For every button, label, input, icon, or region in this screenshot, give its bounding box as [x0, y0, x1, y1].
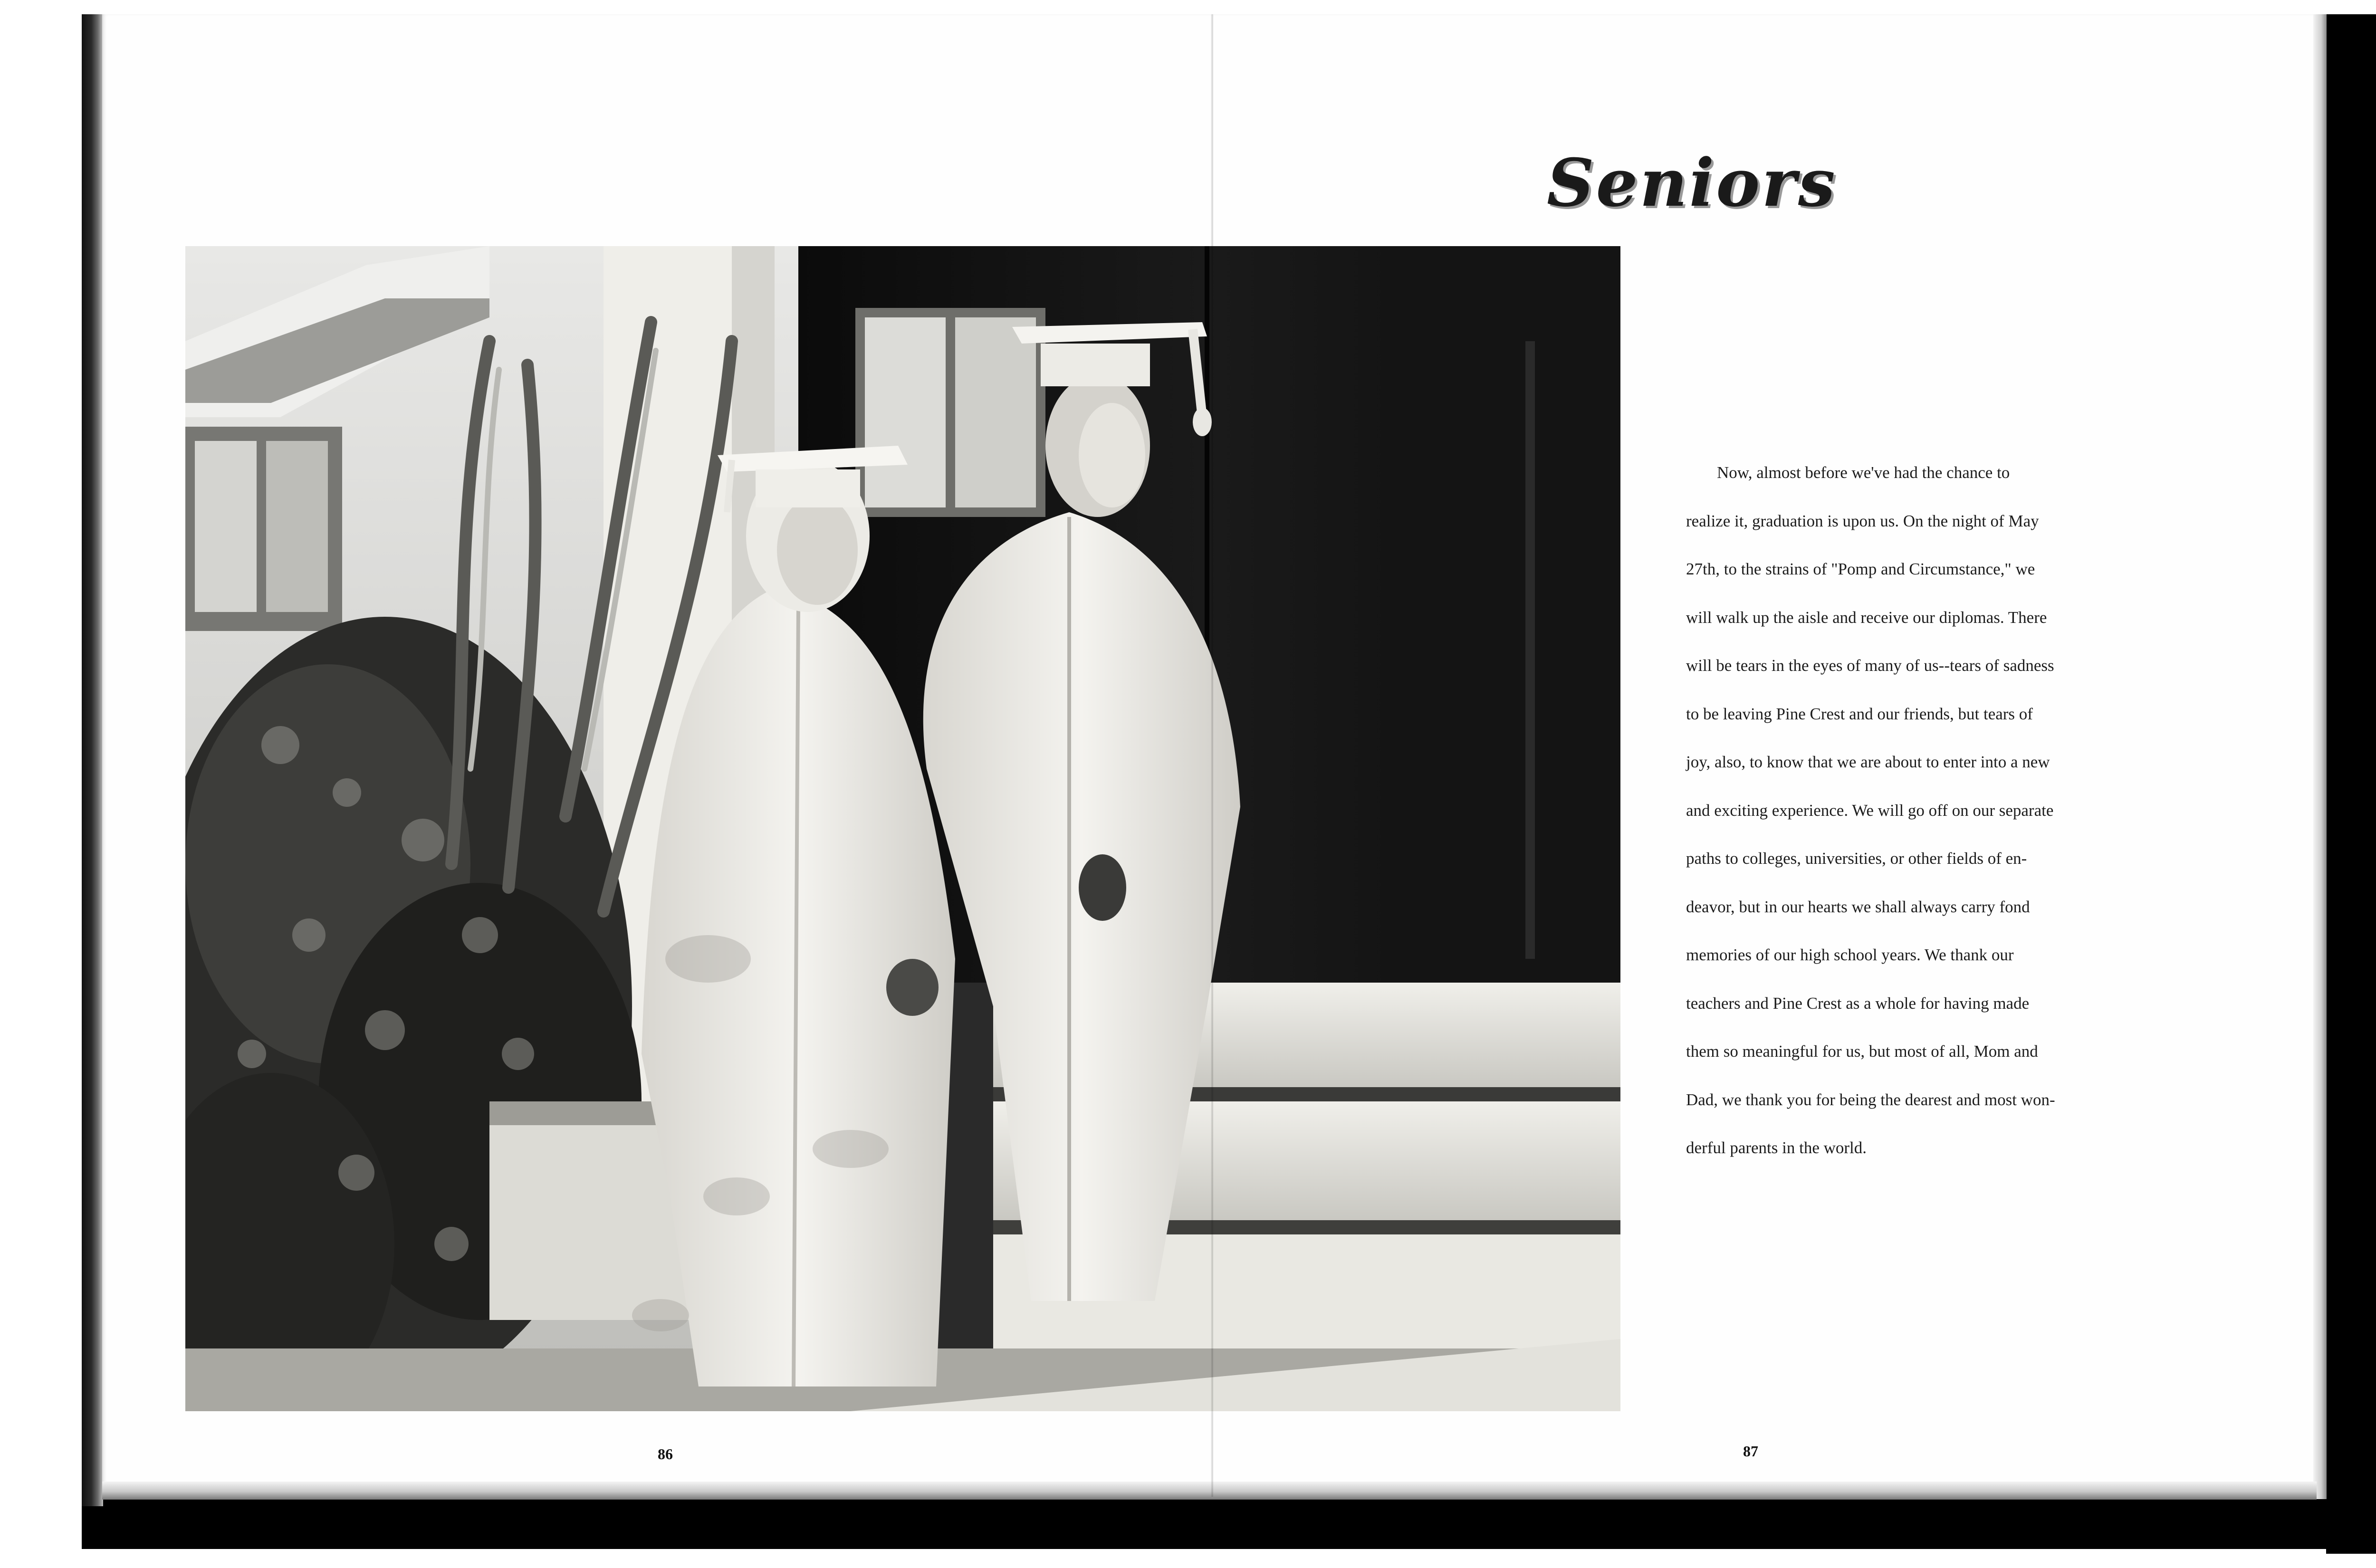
page-number-left: 86 — [658, 1445, 673, 1463]
paragraph-line: Dad, we thank you for being the dearest and most won- — [1686, 1090, 2055, 1109]
paragraph-line: joy, also, to know that we are about to enter into a new — [1686, 753, 2050, 771]
paragraph-line: memories of our high school years. We thank our — [1686, 946, 2014, 964]
paragraph-line: realize it, graduation is upon us. On the night of May — [1686, 511, 2039, 530]
paragraph-line: 27th, to the strains of "Pomp and Circumstance," we — [1686, 560, 2035, 578]
page-number-right: 87 — [1743, 1443, 1758, 1460]
scanner-right-border — [2326, 14, 2376, 1554]
book-left-cover-edge — [82, 14, 103, 1506]
paragraph-line: deavor, but in our hearts we shall always carry fond — [1686, 897, 2030, 916]
scanner-bottom-border — [82, 1497, 2376, 1549]
book-gutter — [1211, 14, 1214, 1497]
paragraph-line: Now, almost before we've had the chance to — [1717, 463, 2010, 482]
scan-top-margin — [0, 0, 2376, 14]
paragraph-line: teachers and Pine Crest as a whole for having made — [1686, 994, 2030, 1013]
page-stack-bottom-edge — [102, 1482, 2317, 1500]
paragraph-line: paths to colleges, universities, or other fields of en- — [1686, 849, 2027, 868]
section-title: Seniors — [1547, 144, 1837, 221]
page-stack-right-edge — [2313, 14, 2327, 1499]
paragraph-line: to be leaving Pine Crest and our friends, but tears of — [1686, 704, 2033, 723]
paragraph-line: will be tears in the eyes of many of us--tears of sadness — [1686, 656, 2054, 675]
graduation-photo-icon — [185, 246, 1620, 1411]
paragraph-line: and exciting experience. We will go off on our separate — [1686, 801, 2054, 820]
paragraph-line: them so meaningful for us, but most of all, Mom and — [1686, 1042, 2038, 1061]
paragraph-line: will walk up the aisle and receive our diplomas. There — [1686, 608, 2047, 627]
graduation-photo — [185, 246, 1620, 1411]
senior-message-paragraph — [1686, 459, 2123, 1182]
paragraph-line: derful parents in the world. — [1686, 1138, 1867, 1157]
